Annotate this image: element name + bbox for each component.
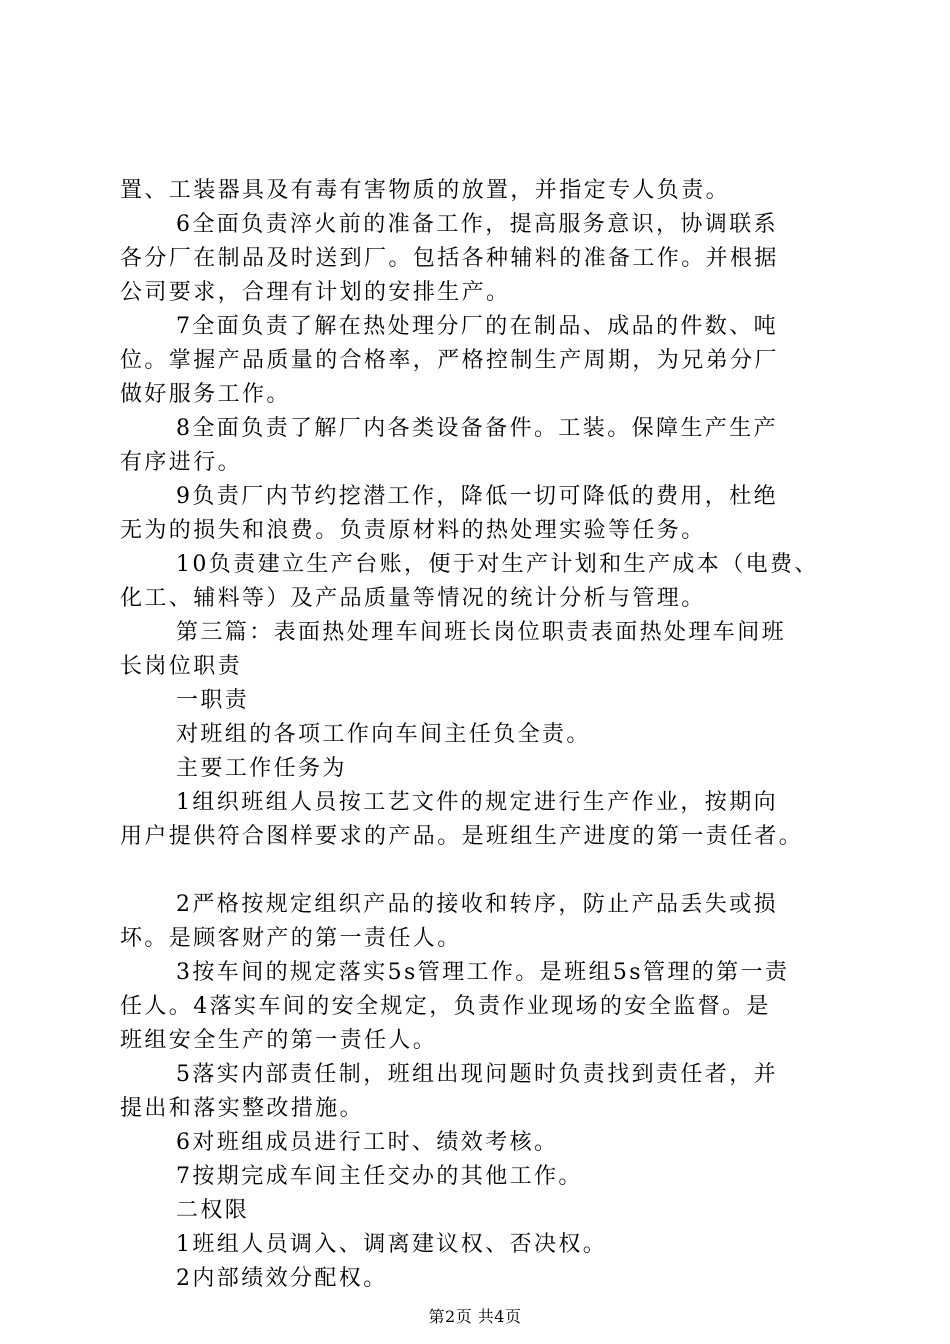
section-heading-continued: 长岗位职责 bbox=[120, 654, 243, 679]
text-line: 无为的损失和浪费。负责原材料的热处理实验等任务。 bbox=[120, 518, 706, 543]
text-line: 6对班组成员进行工时、绩效考核。 bbox=[176, 1130, 559, 1155]
text-line: 用户提供符合图样要求的产品。是班组生产进度的第一责任者。 bbox=[120, 824, 804, 849]
text-line: 3按车间的规定落实5s管理工作。是班组5s管理的第一责 bbox=[176, 960, 790, 985]
text-line: 7全面负责了解在热处理分厂的在制品、成品的件数、吨 bbox=[176, 314, 778, 339]
text-line: 6全面负责淬火前的准备工作，提高服务意识，协调联系 bbox=[176, 212, 778, 237]
text-line: 位。掌握产品质量的合格率，严格控制生产周期，为兄弟分厂 bbox=[120, 348, 779, 373]
text-line: 9负责厂内节约挖潜工作，降低一切可降低的费用，杜绝 bbox=[176, 484, 778, 509]
subheading-duties: 一职责 bbox=[176, 688, 250, 713]
text-line: 提出和落实整改措施。 bbox=[120, 1096, 365, 1121]
text-line: 2严格按规定组织产品的接收和转序，防止产品丢失或损 bbox=[176, 892, 778, 917]
text-line: 7按期完成车间主任交办的其他工作。 bbox=[176, 1164, 583, 1189]
text-line: 1班组人员调入、调离建议权、否决权。 bbox=[176, 1232, 608, 1257]
text-line: 10负责建立生产台账，便于对生产计划和生产成本（电费、 bbox=[176, 552, 819, 577]
text-line: 对班组的各项工作向车间主任负全责。 bbox=[176, 722, 591, 747]
text-line: 化工、辅料等）及产品质量等情况的统计分析与管理。 bbox=[120, 586, 706, 611]
text-line: 置、工装器具及有毒有害物质的放置，并指定专人负责。 bbox=[120, 178, 731, 203]
text-line: 5落实内部责任制，班组出现问题时负责找到责任者，并 bbox=[176, 1062, 778, 1087]
text-line: 1组织班组人员按工艺文件的规定进行生产作业，按期向 bbox=[176, 790, 778, 815]
subheading-authority: 二权限 bbox=[176, 1198, 250, 1223]
text-line: 2内部绩效分配权。 bbox=[176, 1266, 388, 1291]
text-line: 8全面负责了解厂内各类设备备件。工装。保障生产生产 bbox=[176, 416, 778, 441]
subheading-main-tasks: 主要工作任务为 bbox=[176, 756, 347, 781]
text-line: 坏。是顾客财产的第一责任人。 bbox=[120, 926, 462, 951]
page-number-footer: 第2页 共4页 bbox=[428, 1307, 522, 1326]
text-line: 公司要求，合理有计划的安排生产。 bbox=[120, 280, 511, 305]
text-line: 班组安全生产的第一责任人。 bbox=[120, 1028, 438, 1053]
text-line: 有序进行。 bbox=[120, 450, 243, 475]
text-line: 任人。4落实车间的安全规定，负责作业现场的安全监督。是 bbox=[120, 994, 771, 1019]
text-line: 各分厂在制品及时送到厂。包括各种辅料的准备工作。并根据 bbox=[120, 246, 779, 271]
section-heading: 第三篇：表面热处理车间班长岗位职责表面热处理车间班 bbox=[176, 620, 787, 645]
text-line: 做好服务工作。 bbox=[120, 382, 291, 407]
